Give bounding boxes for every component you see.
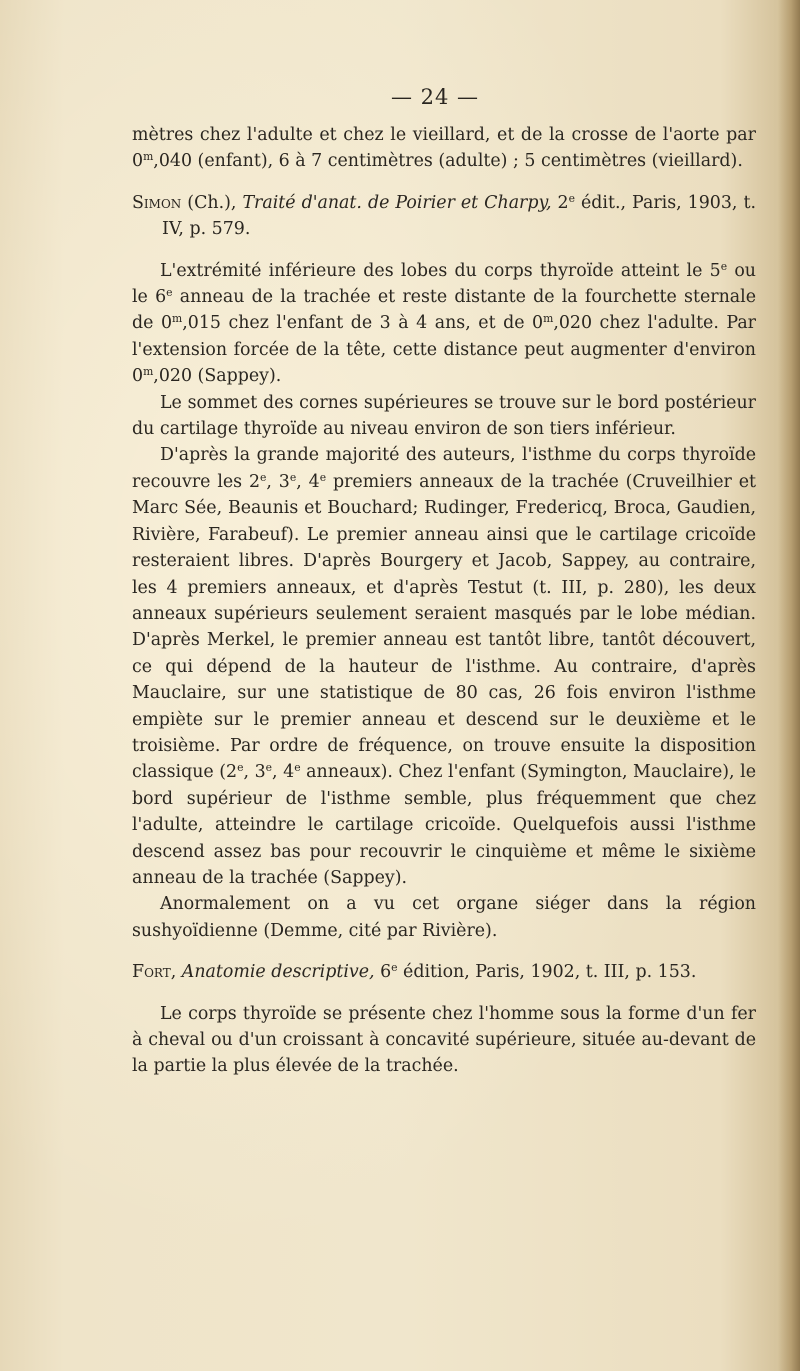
- paragraph-anormalement: Anormalement on a vu cet organe siéger dans la région sushyoïdienne (Demme, cité par Rivière).: [132, 894, 756, 941]
- reference-fort: Fort, Anatomie descriptive, 6e édition, Paris, 1902, t. III, p. 153.: [132, 961, 697, 983]
- paragraph-forme: Le corps thyroïde se présente chez l'homme sous la forme d'un fer à cheval ou d'un croissant à concavité supérieure, située au-devant de la partie la plus élevée de la trachée.: [132, 1003, 756, 1077]
- page-number: — 24 —: [390, 85, 480, 109]
- reference-title: Traité d'anat. de Poirier et Charpy,: [242, 192, 552, 213]
- paragraph-cornes: Le sommet des cornes supérieures se trouve sur le bord postérieur du cartilage thyroïde au niveau environ de son tiers inférieur.: [132, 392, 756, 440]
- reference-author: Simon: [132, 192, 182, 213]
- paragraph-lobes: L'extrémité inférieure des lobes du corps thyroïde atteint le 5e ou le 6e anneau de la trachée et reste distante de la fourchette sternale de 0$^m$,015 chez l'enfant de 3 à 4 ans, et de 0$^m$,020 chez l'adulte. Par l'extension forcée de la tête, cette distance peut augmenter d'environ 0$^m$,020 (Sappey).: [132, 259, 757, 387]
- paragraph-isthme: D'après la grande majorité des auteurs, l'isthme du corps thyroïde recouvre les 2e, 3e, 4e premiers anneaux de la trachée (Cruveilhier et Marc Sée, Beaunis et Bouchard; Rudinger, Fredericq, Broca, Gaudien, Rivière, Farabeuf). Le premier anneau ainsi que le cartilage cricoïde resteraient libres. D'après Bourgery et Jacob, Sappey, au contraire, les 4 premiers anneaux, et d'après Testut (t. III, p. 280), les deux anneaux supérieurs seulement seraient masqués par le lobe médian. D'après Merkel, le premier anneau est tantôt libre, tantôt découvert, ce qui dépend de la hauteur de l'isthme. Au contraire, d'après Mauclaire, sur une statistique de 80 cas, 26 fois environ l'isthme empiète sur le premier anneau et descend sur le deuxième et le troisième. Par ordre de fréquence, on trouve ensuite la disposition classique (2e, 3e, 4e anneaux). Chez l'enfant (Symington, Mauclaire), le bord supérieur de l'isthme semble, plus fréquemment que chez l'adulte, atteindre le cartilage cricoïde. Quelquefois aussi l'isthme descend assez bas pour recouvrir le cinquième et même le sixième anneau de la trachée (Sappey).: [132, 445, 757, 888]
- reference-simon: Simon (Ch.), Traité d'anat. de Poirier et Charpy, 2e édit., Paris, 1903, t. IV, p. 579.: [132, 191, 756, 240]
- reference-title: Anatomie descriptive,: [181, 962, 375, 983]
- reference-author: Fort: [132, 962, 171, 983]
- body-text: [132, 122, 756, 1080]
- paragraph-continuation: mètres chez l'adulte et chez le vieillard, et de la crosse de l'aorte par 0$^m$,040 (enfant), 6 à 7 centimètres (adulte) ; 5 centimètres (vieillard).: [132, 125, 756, 172]
- page-edge-shadow: [778, 0, 800, 1371]
